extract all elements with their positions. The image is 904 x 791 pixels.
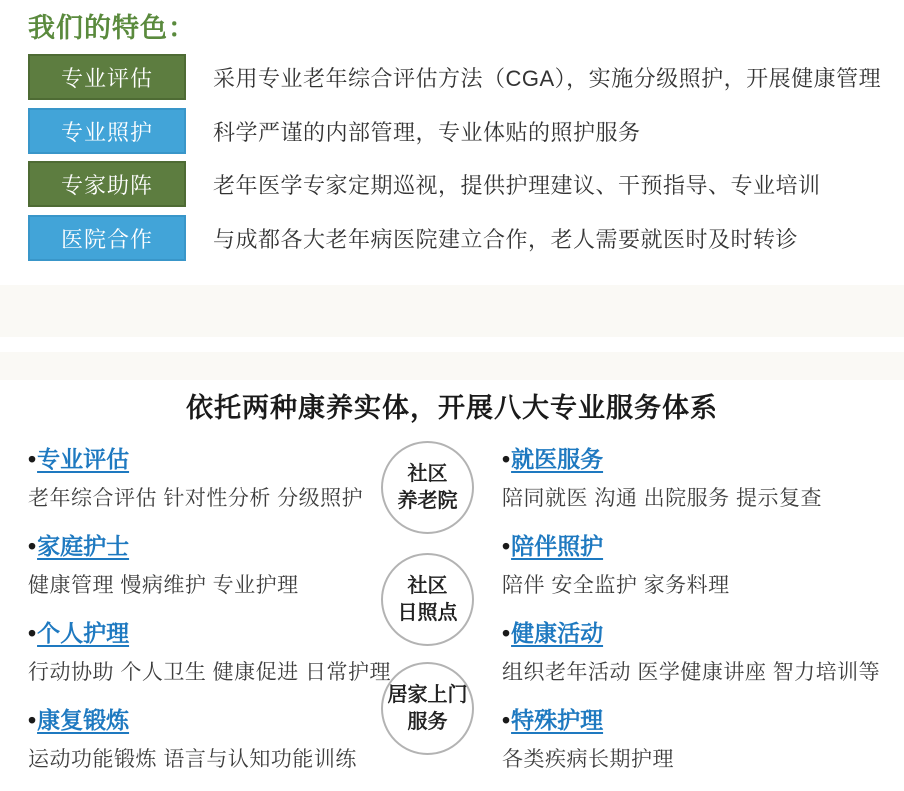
entity-circle-community-daycare [381,553,474,646]
bullet-icon: • [28,446,37,472]
service-item [502,530,902,601]
service-heading [28,530,378,562]
service-link-special-nursing[interactable]: 特殊护理 [511,707,604,733]
feature-row [28,215,888,261]
feature-row [28,161,888,207]
feature-label: 专业照护 [60,119,153,145]
service-link-health-activities[interactable]: 健康活动 [511,620,604,646]
features-section-title: 我们的特色： [28,13,196,43]
bullet-icon: • [502,707,511,733]
service-item [28,530,378,601]
feature-description: 老年医学专家定期巡视，提供护理建议、干预指导、专业培训 [213,172,821,198]
feature-label-box [28,215,186,261]
feature-label: 医院合作 [60,226,153,252]
service-description: 组织老年活动 医学健康讲座 智力培训等 [502,661,881,684]
bullet-icon: • [502,446,511,472]
service-heading [28,443,378,475]
service-item [502,704,902,775]
service-link-companion-care[interactable]: 陪伴照护 [511,533,604,559]
service-link-personal-care[interactable]: 个人护理 [37,620,130,646]
feature-label: 专家助阵 [60,172,153,198]
service-description: 运动功能锻炼 语言与认知功能训练 [28,748,357,771]
bullet-icon: • [28,707,37,733]
background-tint-band [0,285,904,337]
entity-circle-label-line1: 社区 [407,462,448,485]
feature-label-box [28,108,186,154]
service-item [28,617,392,688]
service-description: 老年综合评估 针对性分析 分级照护 [28,487,364,510]
bullet-icon: • [28,620,37,646]
bullet-icon: • [502,533,511,559]
service-heading [502,704,902,736]
service-description: 健康管理 慢病维护 专业护理 [28,574,299,597]
feature-label-box [28,54,186,100]
service-link-rehab-exercise[interactable]: 康复锻炼 [37,707,130,733]
service-item [28,704,378,775]
services-section-title: 依托两种康养实体，开展八大专业服务体系 [186,393,718,423]
feature-label: 专业评估 [60,65,153,91]
bullet-icon: • [502,620,511,646]
feature-label-box [28,161,186,207]
entity-circle-home-visit-service [381,662,474,755]
service-heading [502,617,902,649]
service-description: 各类疾病长期护理 [502,748,674,771]
feature-row [28,108,888,154]
entity-circle-label-line2: 养老院 [397,489,458,512]
service-link-professional-assessment[interactable]: 专业评估 [37,446,130,472]
services-left-column [28,443,392,791]
service-description: 陪同就医 沟通 出院服务 提示复查 [502,487,823,510]
service-description: 行动协助 个人卫生 健康促进 日常护理 [28,661,392,684]
services-right-column [502,443,902,791]
entity-circle-label-line2: 日照点 [397,601,458,624]
service-heading [28,617,378,649]
feature-description: 与成都各大老年病医院建立合作，老人需要就医时及时转诊 [213,226,799,252]
service-item [502,617,902,688]
entity-circle-label-line1: 居家上门 [387,683,468,706]
service-link-medical-visit[interactable]: 就医服务 [511,446,604,472]
feature-description: 采用专业老年综合评估方法（CGA），实施分级照护，开展健康管理 [213,65,882,91]
background-tint-band [0,352,904,380]
service-item [502,443,902,514]
entity-circle-label-line2: 服务 [407,710,448,733]
service-item [28,443,378,514]
feature-row [28,54,888,100]
service-heading [28,704,378,736]
service-link-family-nurse[interactable]: 家庭护士 [37,533,130,559]
entity-circle-label-line1: 社区 [407,574,448,597]
bullet-icon: • [28,533,37,559]
entity-circle-community-nursing-home [381,441,474,534]
feature-description: 科学严谨的内部管理，专业体贴的照护服务 [213,119,641,145]
service-description: 陪伴 安全监护 家务料理 [502,574,730,597]
service-heading [502,443,902,475]
service-heading [502,530,902,562]
